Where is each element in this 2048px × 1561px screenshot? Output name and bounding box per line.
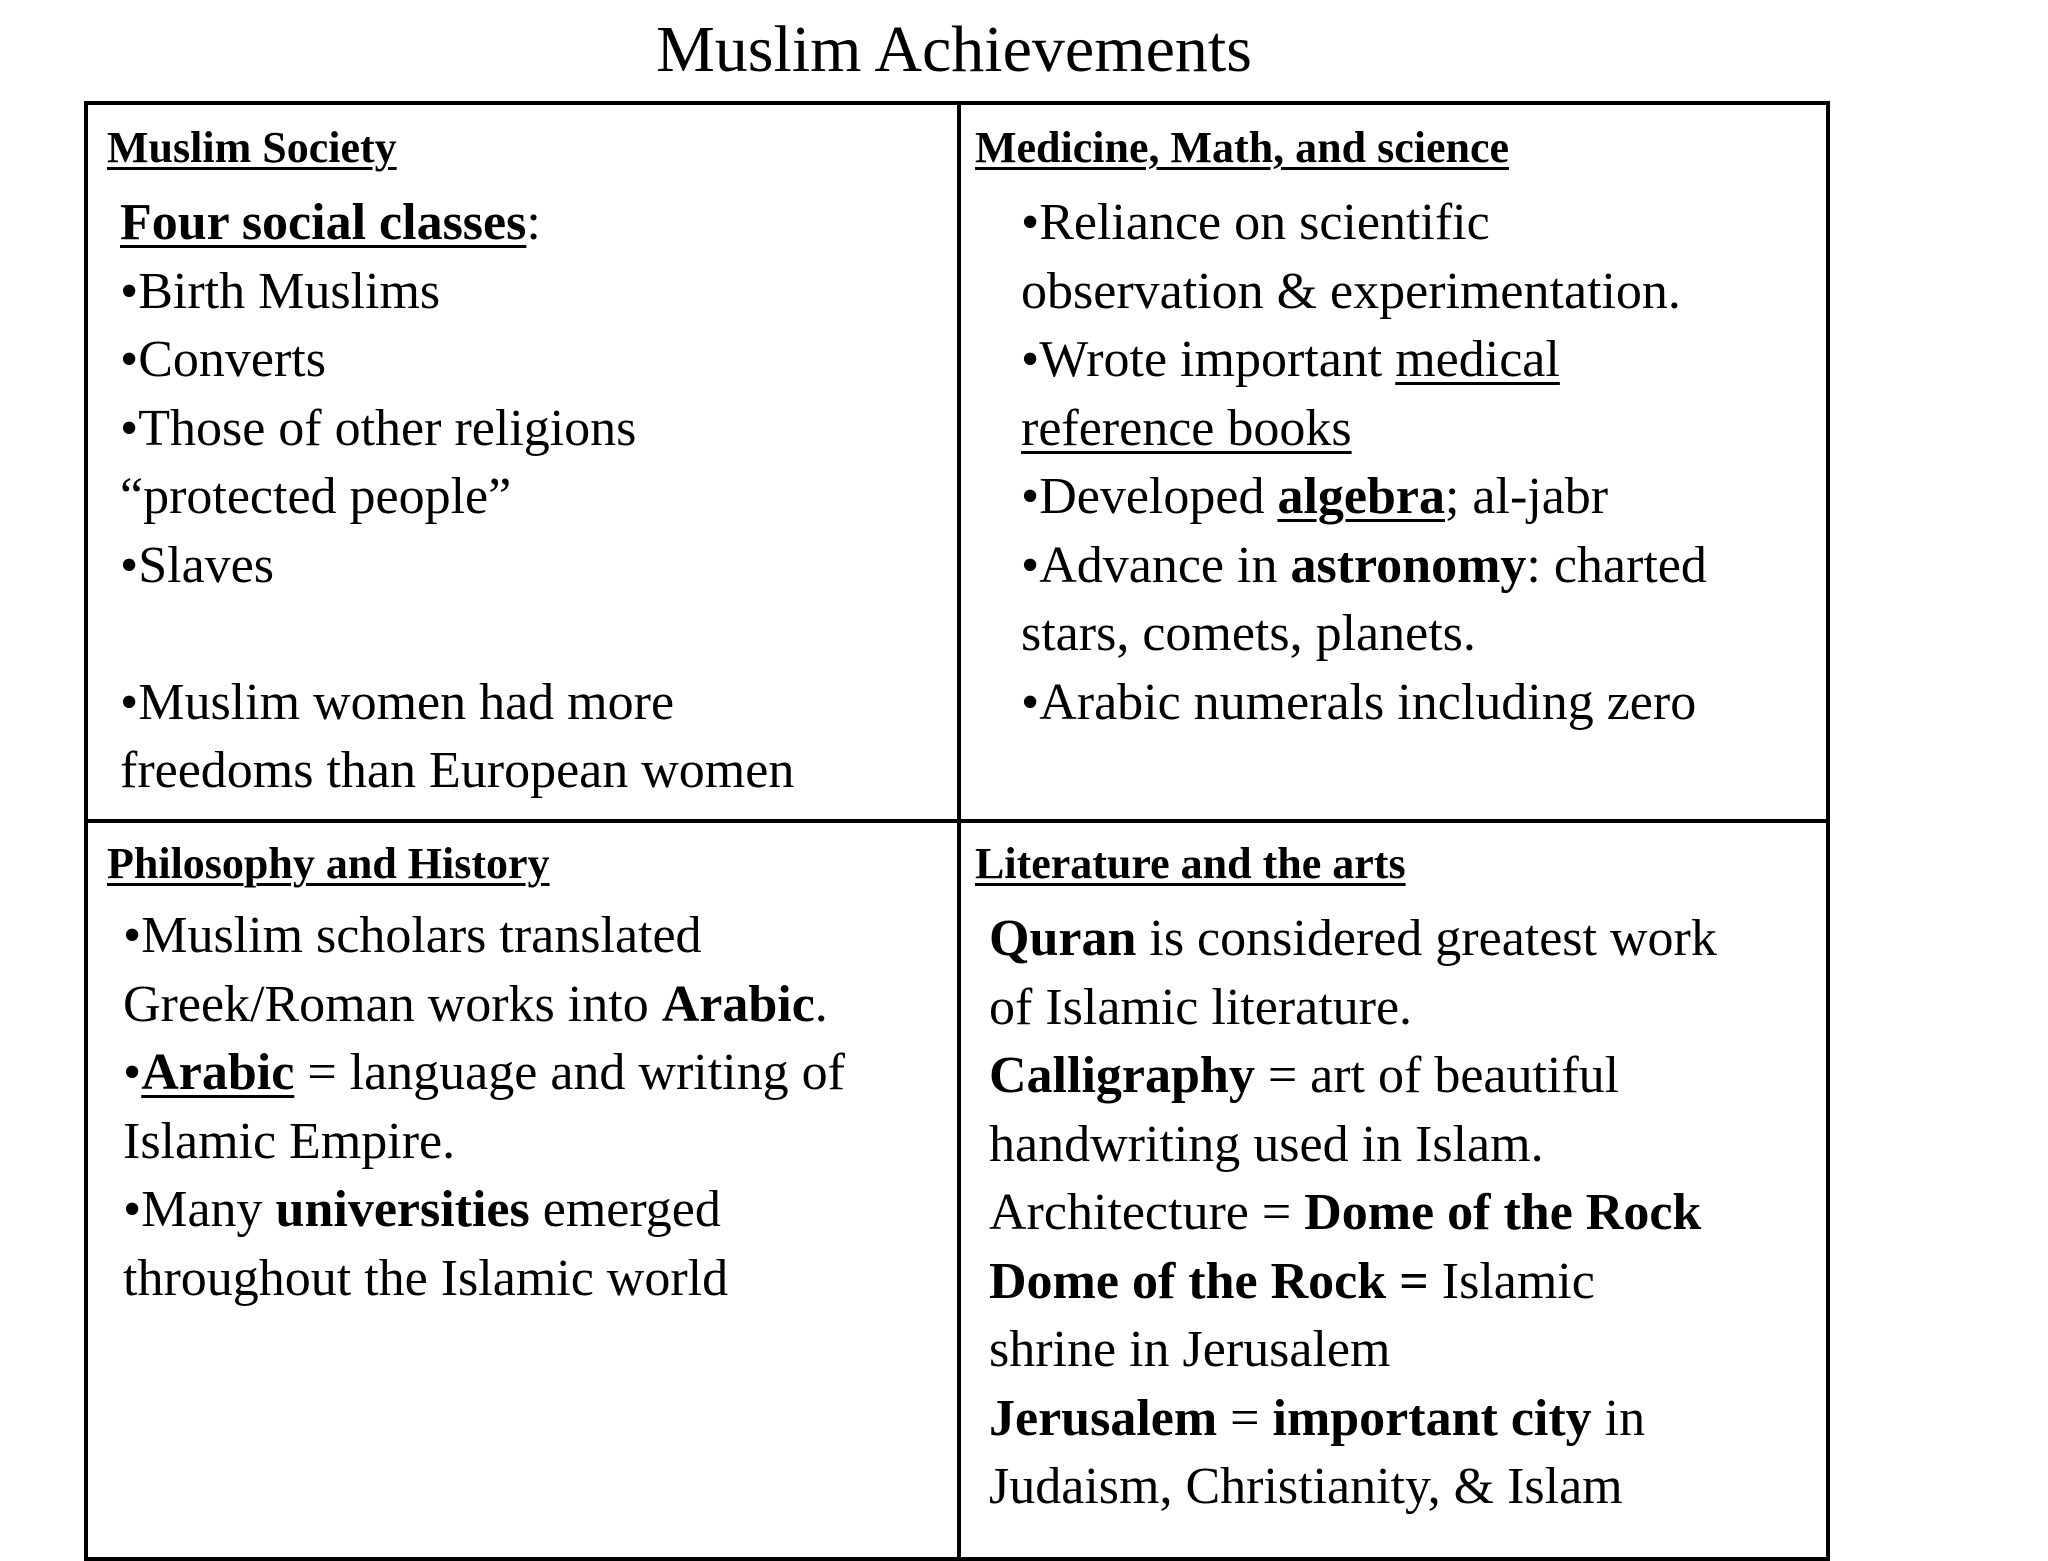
literature-heading: Literature and the arts — [975, 839, 1406, 888]
list-item: “protected people” — [120, 468, 512, 525]
list-item: stars, comets, planets. — [1021, 605, 1476, 662]
philosophy-body — [123, 902, 845, 1313]
list-item: •Those of other religions — [120, 399, 637, 457]
philosophy-heading: Philosophy and History — [107, 839, 550, 888]
women-line-2: freedoms than European women — [120, 742, 795, 799]
list-item: •Reliance on scientific — [1021, 194, 1490, 251]
literature-body — [989, 905, 1717, 1522]
list-item: Greek/Roman works into Arabic. — [123, 975, 828, 1033]
list-item: observation & experimentation. — [1021, 262, 1681, 320]
list-item: Dome of the Rock = Islamic — [989, 1252, 1595, 1310]
list-item: reference books — [1021, 399, 1352, 457]
list-item: Quran is considered greatest work — [989, 910, 1717, 967]
list-item: •Many universities emerged — [123, 1181, 721, 1238]
list-item: •Muslim scholars translated — [123, 907, 702, 964]
list-item: •Arabic numerals including zero — [1021, 673, 1697, 731]
list-item: handwriting used in Islam. — [989, 1115, 1544, 1173]
science-heading: Medicine, Math, and science — [975, 123, 1510, 172]
vertical-divider — [957, 101, 961, 1561]
list-item: •Arabic = language and writing of — [123, 1044, 845, 1101]
list-item: Jerusalem = important city in — [989, 1389, 1646, 1447]
page-title: Muslim Achievements — [656, 13, 1252, 86]
science-body — [1021, 189, 1707, 737]
list-item: shrine in Jerusalem — [989, 1321, 1391, 1378]
social-classes-label: Four social classes: — [120, 194, 541, 251]
list-item: •Birth Muslims — [120, 262, 441, 320]
muslim-society-body — [120, 189, 794, 806]
list-item: •Slaves — [120, 536, 274, 594]
list-item: •Developed algebra; al-jabr — [1021, 468, 1609, 525]
horizontal-divider — [84, 819, 1830, 823]
list-item: Calligraphy = art of beautiful — [989, 1047, 1620, 1104]
list-item: of Islamic literature. — [989, 978, 1413, 1036]
list-item: •Advance in astronomy: charted — [1021, 536, 1707, 594]
list-item: Islamic Empire. — [123, 1112, 456, 1170]
list-item: Judaism, Christianity, & Islam — [989, 1458, 1623, 1515]
list-item: •Converts — [120, 331, 326, 388]
list-item: throughout the Islamic world — [123, 1249, 729, 1307]
muslim-society-heading: Muslim Society — [107, 123, 397, 172]
list-item: Architecture = Dome of the Rock — [989, 1184, 1702, 1241]
list-item: •Wrote important medical — [1021, 331, 1560, 388]
women-line-1: •Muslim women had more — [120, 673, 675, 731]
